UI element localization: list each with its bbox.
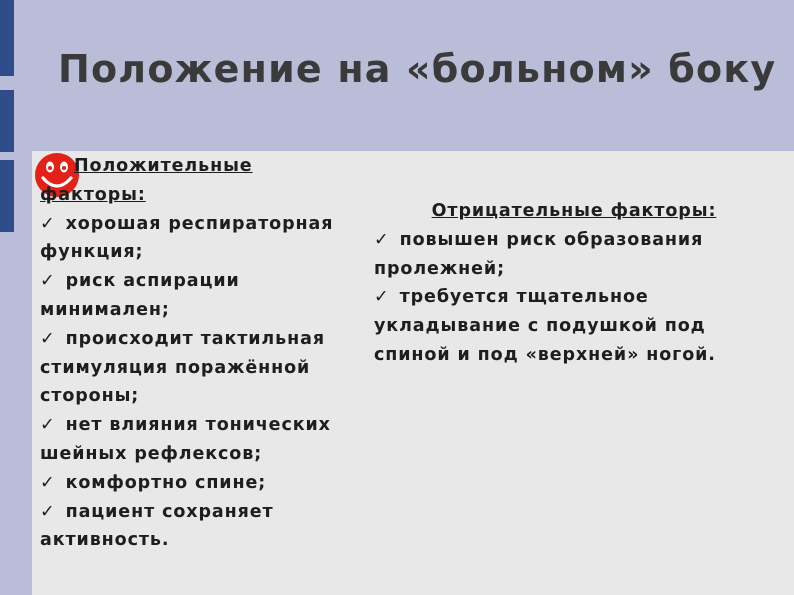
check-icon: ✓ — [40, 271, 56, 292]
accent-bar-bottom — [0, 160, 14, 232]
list-item — [40, 498, 350, 556]
accent-bar-top — [0, 0, 14, 76]
list-item-text: комфортно спине; — [65, 472, 267, 493]
list-item-text: требуется тщательное укладывание с подушкой под спиной и под «верхней» ногой. — [374, 287, 716, 365]
check-icon: ✓ — [374, 229, 390, 250]
list-item — [374, 226, 774, 284]
list-item-text: пациент сохраняет активность. — [40, 501, 274, 551]
slide-title: Положение на «больном» боку — [58, 47, 777, 91]
accent-bar-middle — [0, 90, 14, 152]
check-icon: ✓ — [40, 415, 56, 436]
check-icon: ✓ — [40, 328, 56, 349]
list-item — [40, 469, 350, 498]
list-item-text: хорошая респираторная функция; — [40, 213, 334, 263]
list-item-text: происходит тактильная стимуляция поражённой стороны; — [40, 328, 325, 407]
check-icon: ✓ — [40, 501, 56, 522]
check-icon: ✓ — [40, 213, 56, 234]
list-item — [40, 325, 350, 411]
negative-factors-column — [374, 197, 774, 370]
check-icon: ✓ — [40, 472, 56, 493]
list-item — [40, 210, 350, 268]
list-item-text: повышен риск образования пролежней; — [374, 229, 704, 279]
list-item — [40, 411, 350, 469]
list-item-text: риск аспирации минимален; — [40, 271, 240, 320]
list-item-text: нет влияния тонических шейных рефлексов; — [40, 415, 331, 464]
list-item — [40, 267, 350, 325]
negative-factors-heading: Отрицательные факторы: — [431, 201, 717, 221]
list-item — [374, 283, 774, 369]
positive-factors-heading: Положительные факторы: — [40, 156, 253, 205]
positive-factors-column — [40, 152, 350, 555]
check-icon: ✓ — [374, 287, 390, 308]
